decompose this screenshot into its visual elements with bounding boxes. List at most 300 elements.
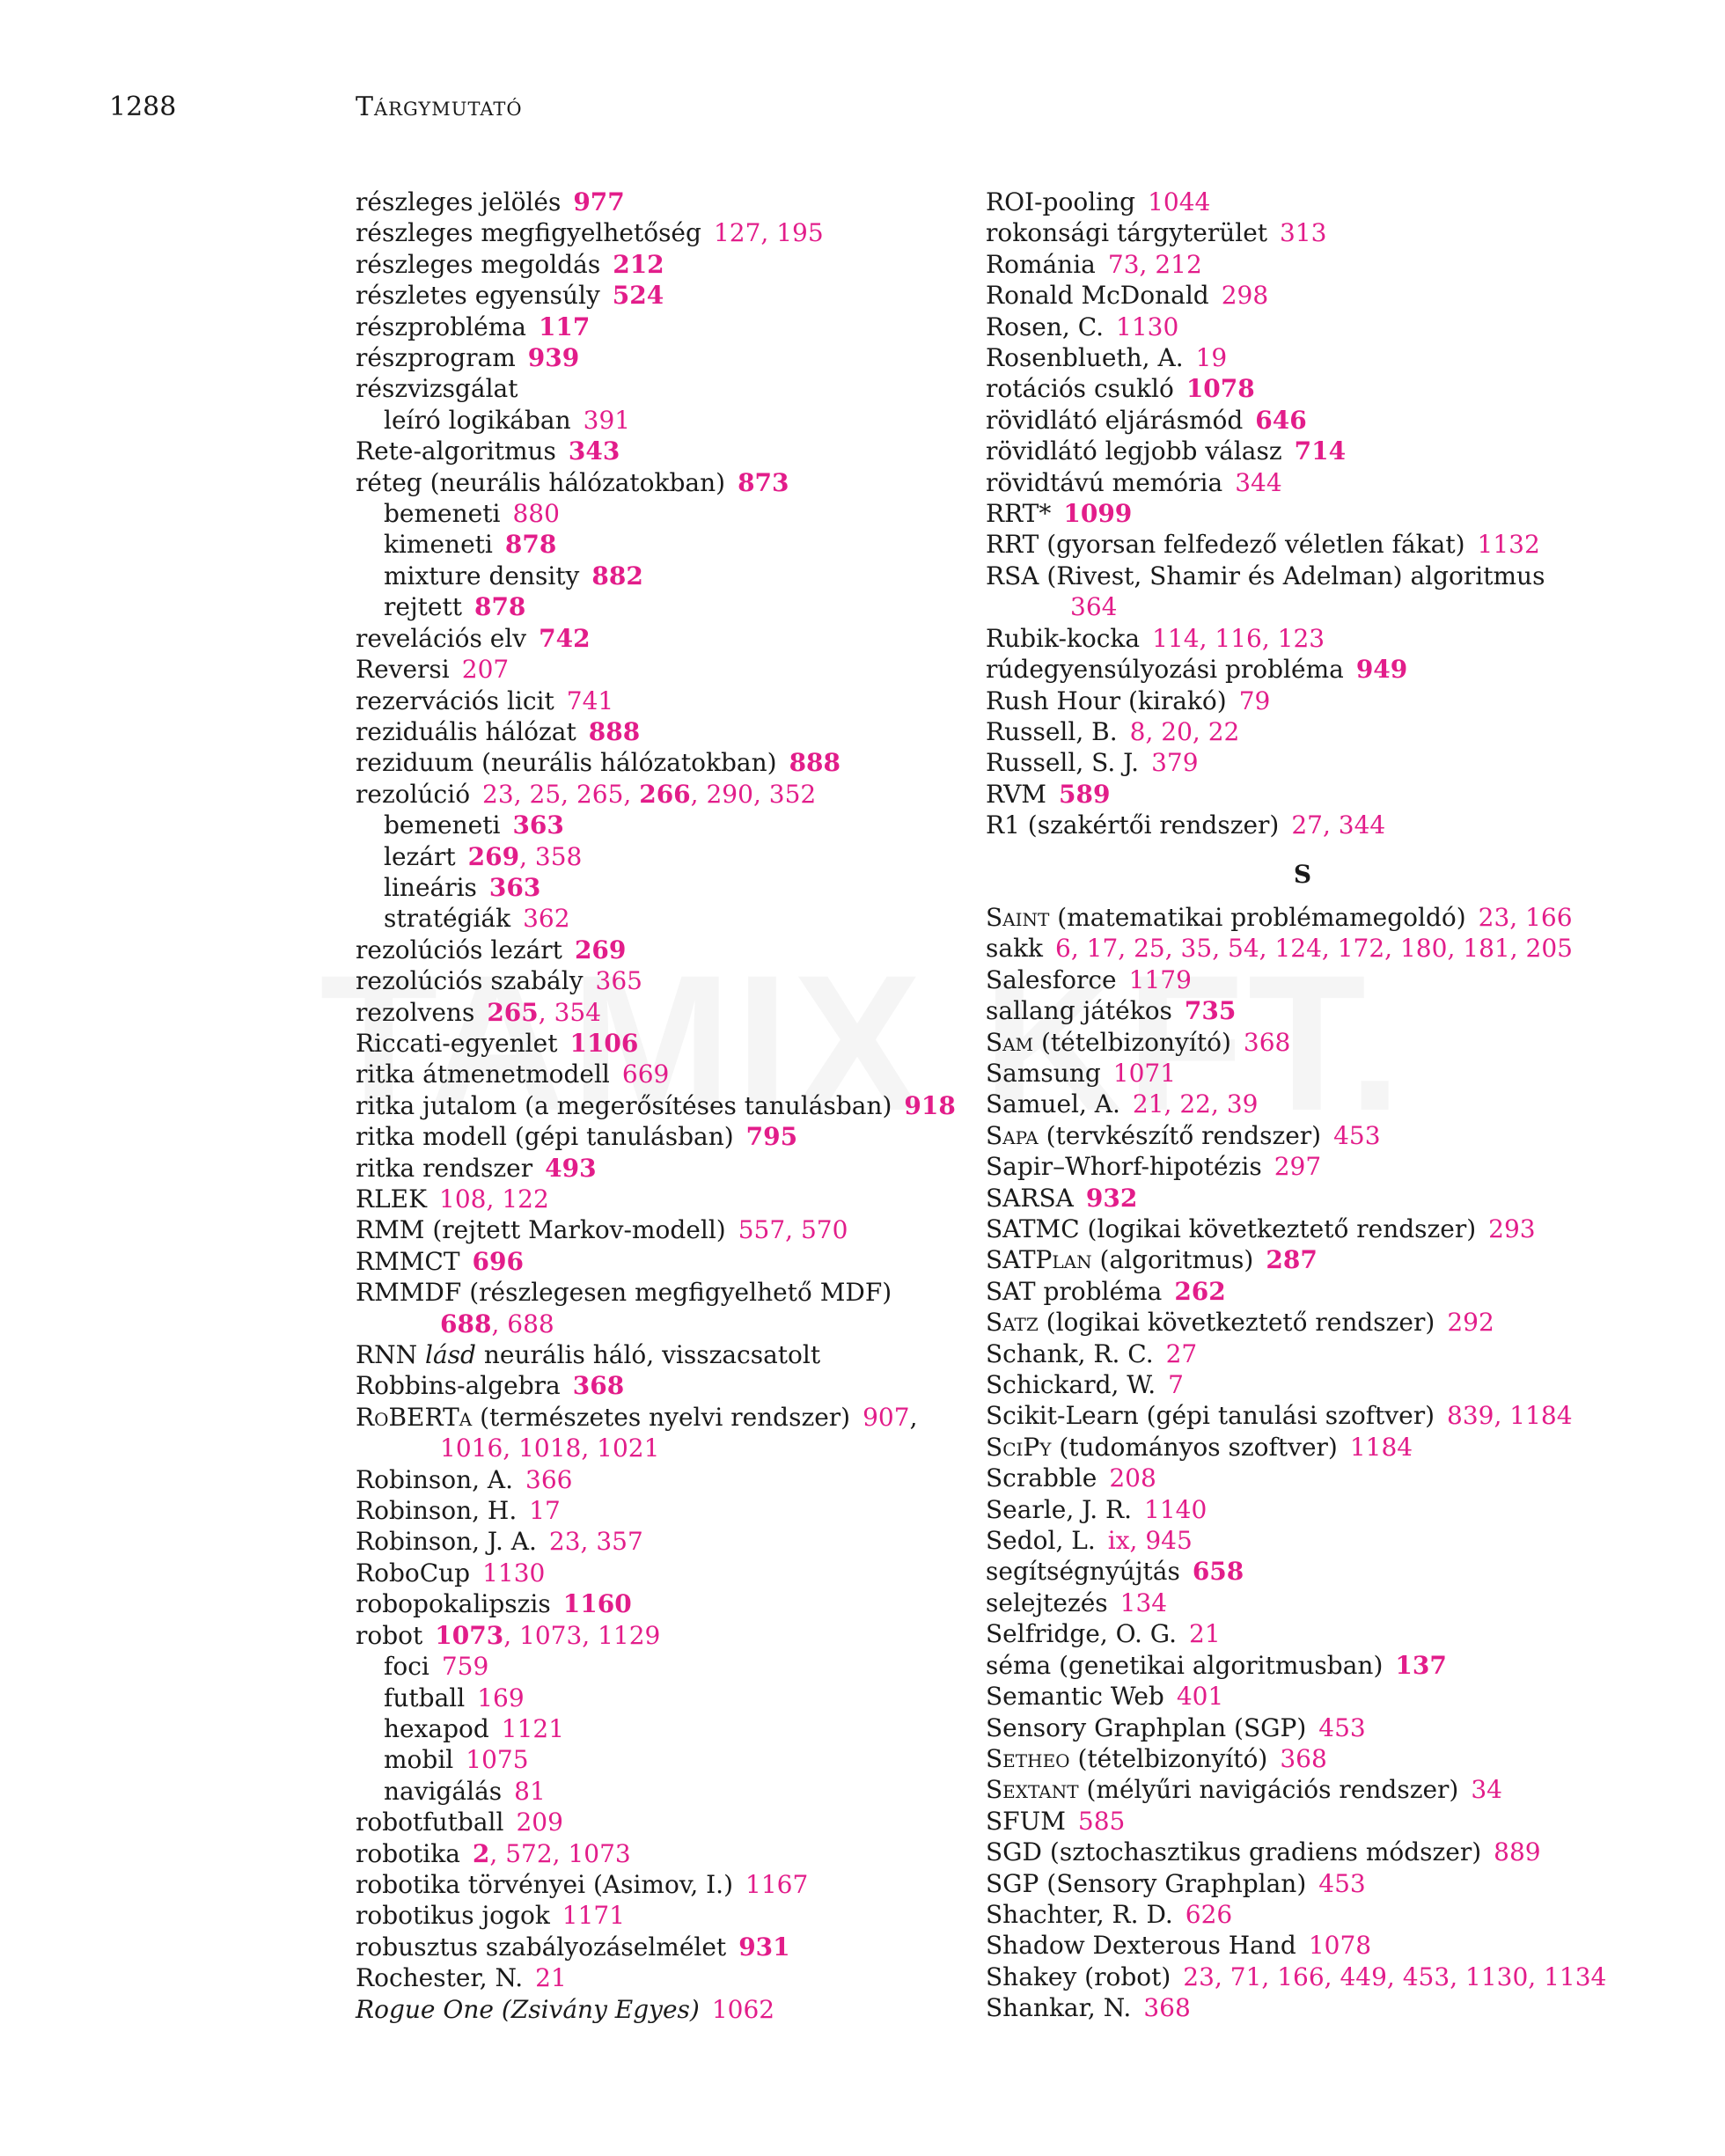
- page-link[interactable]: 453: [1318, 1712, 1366, 1742]
- page-link[interactable]: 357: [596, 1527, 643, 1557]
- index-entry: [986, 716, 1619, 747]
- index-entry: [356, 1588, 954, 1619]
- index-entry: [986, 1650, 1619, 1681]
- index-entry: [356, 965, 954, 996]
- index-term-qualifier: (mélyűri navigációs rendszer): [1078, 1775, 1459, 1805]
- index-entry: [356, 1339, 954, 1370]
- index-term: Shakey (robot): [986, 1962, 1171, 1991]
- page-link[interactable]: 298: [1221, 281, 1269, 311]
- index-term: Setheo: [986, 1743, 1070, 1773]
- page-link[interactable]: 313: [1280, 218, 1327, 248]
- page-link[interactable]: 878: [473, 592, 526, 622]
- page-separator: ,: [581, 1434, 598, 1463]
- page-separator: ,: [519, 841, 535, 871]
- page-link[interactable]: 1134: [1544, 1962, 1607, 1991]
- page-link[interactable]: 453: [1333, 1120, 1381, 1150]
- index-term: részleges megfigyelhetőség: [356, 218, 701, 248]
- page-link[interactable]: 688: [440, 1309, 492, 1338]
- index-entry: [986, 529, 1619, 560]
- index-entry: [356, 467, 954, 498]
- index-term: RMMCT: [356, 1246, 460, 1276]
- index-entry: [986, 280, 1619, 311]
- index-term: Sapa: [986, 1120, 1039, 1150]
- page-link[interactable]: 449: [1340, 1962, 1387, 1991]
- page-link[interactable]: 1071: [1112, 1058, 1177, 1088]
- page-link[interactable]: 127: [713, 218, 761, 248]
- index-term: leíró logikában: [384, 405, 571, 435]
- index-entry: [986, 1588, 1619, 1618]
- page-link[interactable]: 585: [1077, 1806, 1126, 1836]
- index-term: részprobléma: [356, 312, 526, 341]
- page-link[interactable]: 195: [776, 218, 824, 248]
- page-link[interactable]: 71: [1230, 1962, 1262, 1991]
- page-link[interactable]: 172: [1337, 934, 1385, 964]
- index-entry: [356, 1683, 954, 1713]
- page-link[interactable]: 1078: [1185, 374, 1255, 404]
- index-entry: [986, 1930, 1619, 1961]
- page-link[interactable]: 949: [1355, 655, 1408, 685]
- page-link[interactable]: 646: [1255, 405, 1307, 435]
- page-link[interactable]: 1130: [1116, 312, 1179, 341]
- index-term: rúdegyensúlyozási probléma: [986, 655, 1344, 685]
- page-separator: ,: [1139, 249, 1156, 279]
- index-term: reziduum (neurális hálózatokban): [356, 748, 777, 778]
- page-link[interactable]: 116: [1215, 623, 1262, 653]
- page-link[interactable]: 1130: [482, 1558, 546, 1588]
- page-link[interactable]: 205: [1525, 934, 1573, 964]
- index-term: sallang játékos: [986, 996, 1172, 1026]
- page-link[interactable]: 1140: [1144, 1494, 1208, 1524]
- index-term: SATMC (logikai következtető rendszer): [986, 1214, 1477, 1243]
- page-link[interactable]: 35: [1180, 934, 1213, 964]
- page-link[interactable]: 21: [1189, 1619, 1221, 1649]
- page-link[interactable]: 21: [1132, 1089, 1164, 1119]
- page-link[interactable]: 1167: [745, 1869, 809, 1899]
- index-entry: [356, 561, 954, 591]
- page-separator: ,: [1261, 1962, 1278, 1991]
- index-term: Robinson, J. A.: [356, 1527, 537, 1557]
- page-link[interactable]: 1179: [1128, 964, 1192, 994]
- index-entry: [986, 1027, 1619, 1058]
- index-term: selejtezés: [986, 1588, 1108, 1617]
- index-entry: [356, 935, 954, 965]
- page-separator: ,: [1261, 623, 1278, 653]
- page-link[interactable]: 493: [545, 1153, 597, 1183]
- index-term: R1 (szakértői rendszer): [986, 810, 1280, 840]
- page-link[interactable]: 368: [572, 1371, 625, 1401]
- page-link[interactable]: 888: [789, 748, 841, 778]
- index-term: rövidlátó eljárásmód: [986, 405, 1244, 435]
- index-term: Rochester, N.: [356, 1963, 524, 1993]
- index-entry: [356, 405, 954, 436]
- page-separator: ,: [1070, 934, 1087, 964]
- index-entry: [986, 654, 1619, 685]
- index-term: SARSA: [986, 1183, 1074, 1213]
- index-entry: [986, 1743, 1619, 1774]
- page-separator: ,: [582, 1620, 598, 1650]
- page-link[interactable]: 114: [1152, 623, 1200, 653]
- page-link[interactable]: 759: [441, 1652, 489, 1682]
- index-entry: [356, 1932, 954, 1962]
- page-link[interactable]: 939: [527, 343, 580, 373]
- page-link[interactable]: 17: [1086, 934, 1119, 964]
- page-link[interactable]: 873: [738, 467, 789, 497]
- page-link[interactable]: ix: [1107, 1526, 1130, 1556]
- index-term: robot: [356, 1620, 423, 1650]
- index-term: robotika törvényei (Asimov, I.): [356, 1869, 734, 1899]
- page-link[interactable]: 166: [1277, 1962, 1325, 1991]
- page-link[interactable]: 570: [800, 1215, 848, 1245]
- index-term: RSA (Rivest, Shamir és Adelman) algoritmus: [986, 561, 1545, 590]
- page-link[interactable]: 453: [1402, 1962, 1450, 1991]
- page-link[interactable]: 81: [514, 1776, 546, 1806]
- index-term-qualifier: (tervkészítő rendszer): [1038, 1120, 1322, 1150]
- page-link[interactable]: 54: [1228, 934, 1259, 964]
- index-entry: [986, 810, 1619, 840]
- index-entry: [356, 623, 954, 654]
- page-link[interactable]: 1062: [711, 1994, 775, 2024]
- page-separator: ,: [690, 779, 707, 809]
- page-link[interactable]: 931: [738, 1932, 790, 1962]
- index-term: Robbins-algebra: [356, 1371, 561, 1401]
- page-link[interactable]: 401: [1176, 1682, 1224, 1712]
- index-entry: [356, 249, 954, 280]
- page-link[interactable]: 207: [461, 655, 510, 685]
- page-link[interactable]: 1078: [1308, 1931, 1372, 1961]
- page-separator: ,: [1164, 934, 1181, 964]
- page-link[interactable]: 354: [554, 997, 602, 1027]
- page-link[interactable]: 212: [1155, 249, 1202, 279]
- index-entry: [986, 1058, 1619, 1089]
- page-link[interactable]: 23: [1478, 902, 1510, 932]
- index-term: Rubik-kocka: [986, 623, 1141, 653]
- page-link[interactable]: 137: [1395, 1650, 1447, 1680]
- index-term: SGD (sztochasztikus gradiens módszer): [986, 1837, 1482, 1867]
- page-link[interactable]: 17: [529, 1496, 561, 1526]
- index-term: rotációs csukló: [986, 374, 1174, 404]
- index-term: rövidlátó legjobb válasz: [986, 436, 1282, 466]
- page-link[interactable]: 344: [1235, 467, 1282, 497]
- index-entry: [986, 187, 1619, 217]
- index-term: RMM (rejtett Markov-modell): [356, 1215, 726, 1245]
- index-entry: [986, 1089, 1619, 1119]
- index-entry: [986, 902, 1619, 933]
- page-link[interactable]: 39: [1226, 1089, 1259, 1119]
- page-link[interactable]: 572: [505, 1838, 553, 1868]
- index-entry: [356, 280, 954, 311]
- index-term: Rosen, C.: [986, 312, 1105, 341]
- index-entry: [986, 405, 1619, 436]
- index-entry: [986, 249, 1619, 280]
- page-separator: ,: [503, 1434, 519, 1463]
- page-link[interactable]: 134: [1119, 1588, 1168, 1617]
- page-link[interactable]: 169: [477, 1683, 525, 1712]
- index-entry: [356, 997, 954, 1028]
- page-link[interactable]: 122: [502, 1184, 549, 1214]
- index-entry: [356, 1744, 954, 1775]
- index-term: Schickard, W.: [986, 1370, 1156, 1400]
- page-link[interactable]: 1075: [466, 1745, 529, 1775]
- page-link[interactable]: 453: [1318, 1868, 1366, 1898]
- page-link[interactable]: 208: [1109, 1463, 1156, 1493]
- page-link[interactable]: 1073: [519, 1620, 583, 1650]
- page-link[interactable]: 907: [862, 1402, 910, 1432]
- page-link[interactable]: 25: [529, 779, 562, 809]
- index-entry: [356, 903, 954, 934]
- page-link[interactable]: 23: [482, 779, 514, 809]
- page-link[interactable]: 352: [768, 779, 817, 809]
- page-link[interactable]: 108: [439, 1184, 487, 1214]
- page-link[interactable]: 932: [1085, 1183, 1138, 1213]
- page-link[interactable]: 25: [1134, 934, 1165, 964]
- index-term: ritka modell (gépi tanulásban): [356, 1122, 734, 1152]
- index-entry: [986, 1244, 1619, 1275]
- page-link[interactable]: 557: [738, 1215, 786, 1245]
- page-link[interactable]: 688: [507, 1309, 554, 1338]
- index-term: Samsung: [986, 1058, 1101, 1088]
- page-link[interactable]: 1021: [597, 1434, 660, 1463]
- page-link[interactable]: 977: [573, 187, 625, 216]
- page-link[interactable]: 166: [1525, 902, 1573, 932]
- index-entry: [356, 1994, 954, 2025]
- page-link[interactable]: 945: [1145, 1526, 1193, 1556]
- page-link[interactable]: 364: [1070, 592, 1118, 622]
- page-separator: ,: [1192, 716, 1208, 746]
- page-link[interactable]: 1018: [518, 1434, 582, 1463]
- page-separator: ,: [489, 1838, 506, 1868]
- page-link[interactable]: 180: [1399, 934, 1448, 964]
- index-term: SciPy: [986, 1432, 1052, 1462]
- page-link[interactable]: 626: [1185, 1899, 1233, 1929]
- index-entry: [986, 1525, 1619, 1556]
- index-column-left: [356, 187, 954, 2025]
- index-term: rezervációs licit: [356, 686, 554, 715]
- page-link[interactable]: 1184: [1509, 1401, 1573, 1431]
- page-link[interactable]: 1130: [1465, 1962, 1529, 1991]
- page-separator: ,: [1214, 1962, 1230, 1991]
- index-entry: [986, 1120, 1619, 1151]
- index-entry: [356, 373, 954, 404]
- page-link[interactable]: 878: [504, 530, 557, 560]
- page-link[interactable]: 368: [1143, 1993, 1191, 2023]
- page-link[interactable]: 23: [1183, 1962, 1215, 1991]
- page-link[interactable]: 368: [1243, 1027, 1291, 1057]
- page-link[interactable]: 889: [1494, 1837, 1541, 1867]
- page-link[interactable]: 123: [1277, 623, 1325, 653]
- index-term: Rush Hour (kirakó): [986, 686, 1227, 715]
- page-link[interactable]: 366: [525, 1464, 573, 1494]
- page-link[interactable]: 1132: [1477, 530, 1540, 560]
- index-term: Riccati-egyenlet: [356, 1028, 558, 1058]
- page-link[interactable]: 34: [1471, 1775, 1502, 1805]
- page-separator: ,: [1129, 1526, 1146, 1556]
- page-link[interactable]: 269: [574, 935, 627, 964]
- page-link[interactable]: 379: [1151, 748, 1199, 778]
- index-term: Sapir–Whorf-hipotézis: [986, 1152, 1262, 1182]
- index-entry: [986, 1494, 1619, 1525]
- page-link[interactable]: 27: [1165, 1338, 1198, 1368]
- index-entry: [356, 747, 954, 778]
- index-term: ritka rendszer: [356, 1153, 533, 1183]
- page-link[interactable]: 6: [1055, 934, 1071, 964]
- index-entry: [356, 779, 954, 810]
- index-term: bemeneti: [384, 810, 501, 840]
- page-link[interactable]: 79: [1238, 686, 1271, 715]
- page-link[interactable]: 1160: [562, 1589, 632, 1619]
- index-entry: [986, 933, 1619, 964]
- index-entry: [986, 1463, 1619, 1493]
- page-link[interactable]: 20: [1161, 716, 1193, 746]
- index-entry: [356, 1869, 954, 1900]
- page-link[interactable]: 287: [1266, 1245, 1318, 1275]
- index-entry: [356, 1558, 954, 1588]
- page-separator: ,: [1528, 1962, 1545, 1991]
- page-link[interactable]: 1044: [1148, 187, 1211, 216]
- page-link[interactable]: 882: [591, 561, 643, 590]
- index-entry: [356, 1713, 954, 1744]
- index-entry: [356, 1214, 954, 1245]
- page-separator: ,: [1322, 810, 1339, 840]
- page-link[interactable]: 918: [904, 1090, 956, 1120]
- page-link[interactable]: 292: [1447, 1308, 1494, 1338]
- index-term: Rosenblueth, A.: [986, 343, 1184, 373]
- index-term: ritka jutalom (a megerősítéses tanulásban): [356, 1090, 892, 1120]
- page-link[interactable]: 1171: [562, 1901, 626, 1931]
- index-entry: [986, 1837, 1619, 1867]
- page-link[interactable]: 362: [523, 904, 570, 934]
- page-link[interactable]: 795: [745, 1122, 798, 1152]
- index-column-right: [986, 187, 1619, 2024]
- index-entry: [986, 561, 1619, 591]
- page-link[interactable]: 839: [1447, 1401, 1494, 1431]
- index-term: robotfutball: [356, 1808, 504, 1837]
- page-link[interactable]: 117: [538, 312, 591, 341]
- page-link[interactable]: 8: [1129, 716, 1146, 746]
- page-link[interactable]: 589: [1058, 779, 1111, 809]
- index-term: Robinson, A.: [356, 1464, 514, 1494]
- page-separator: ,: [1447, 934, 1464, 964]
- page-link[interactable]: 1099: [1063, 499, 1133, 529]
- page-link[interactable]: 363: [512, 810, 564, 840]
- index-entry: [986, 1899, 1619, 1930]
- page-link[interactable]: 21: [535, 1963, 567, 1993]
- page-link[interactable]: 343: [568, 436, 620, 466]
- index-term: segítségnyújtás: [986, 1557, 1180, 1587]
- page-link[interactable]: 658: [1192, 1557, 1244, 1587]
- index-term: RRT*: [986, 499, 1052, 529]
- page-link[interactable]: 1073: [435, 1620, 504, 1650]
- index-term: Sedol, L.: [986, 1526, 1096, 1556]
- page-link[interactable]: 714: [1294, 436, 1347, 466]
- page-link[interactable]: 1016: [440, 1434, 503, 1463]
- index-entry: [986, 1868, 1619, 1899]
- page-link[interactable]: 742: [539, 623, 591, 653]
- page-link[interactable]: 124: [1274, 934, 1322, 964]
- index-term-qualifier: (tudományos szoftver): [1051, 1432, 1338, 1462]
- index-entry: [356, 654, 954, 685]
- index-term-qualifier: (természetes nyelvi rendszer): [472, 1402, 851, 1432]
- page-link[interactable]: 23: [548, 1527, 581, 1557]
- page-link[interactable]: 741: [566, 686, 614, 715]
- page-link[interactable]: 290: [706, 779, 753, 809]
- page-link[interactable]: 2: [472, 1838, 490, 1868]
- page-link[interactable]: 1106: [569, 1028, 639, 1058]
- page-link[interactable]: 1184: [1349, 1432, 1413, 1462]
- page-link[interactable]: 209: [516, 1808, 563, 1837]
- page-link[interactable]: 363: [488, 872, 541, 902]
- page-link[interactable]: 7: [1168, 1370, 1184, 1400]
- page-separator: ,: [503, 1620, 520, 1650]
- index-entry: [986, 1432, 1619, 1463]
- index-entry: [356, 1153, 954, 1184]
- page-link[interactable]: 22: [1208, 716, 1240, 746]
- index-term: Searle, J. R.: [986, 1494, 1132, 1524]
- page-link[interactable]: 669: [621, 1060, 670, 1089]
- page-link[interactable]: 19: [1195, 343, 1228, 373]
- page-link[interactable]: 262: [1174, 1276, 1226, 1306]
- page-separator: ,: [1509, 902, 1526, 932]
- index-term: lineáris: [384, 872, 477, 902]
- page-link[interactable]: 358: [534, 841, 583, 871]
- index-entry: [356, 1309, 954, 1339]
- index-entry: [356, 1246, 954, 1277]
- index-entry: [356, 686, 954, 716]
- page-link[interactable]: 391: [583, 405, 631, 435]
- page-link[interactable]: 1129: [598, 1620, 661, 1650]
- page-link[interactable]: 297: [1274, 1152, 1322, 1182]
- index-term: robotikus jogok: [356, 1901, 550, 1931]
- page-link[interactable]: 22: [1179, 1089, 1211, 1119]
- running-title: Tárgymutató: [356, 92, 523, 122]
- page-link[interactable]: 1121: [501, 1713, 565, 1743]
- page-link[interactable]: 880: [512, 499, 560, 529]
- index-entry: [356, 498, 954, 529]
- page-link[interactable]: 344: [1338, 810, 1386, 840]
- page-link[interactable]: 696: [472, 1246, 524, 1276]
- index-term: RLEK: [356, 1184, 428, 1214]
- index-entry: [356, 1121, 954, 1152]
- index-term: rövidtávú memória: [986, 467, 1223, 497]
- page-link[interactable]: 181: [1463, 934, 1510, 964]
- index-entry: [356, 187, 954, 217]
- page-link[interactable]: 266: [639, 779, 691, 809]
- index-term: bemeneti: [384, 499, 501, 529]
- page-link[interactable]: 735: [1184, 996, 1237, 1026]
- page-link[interactable]: 265: [487, 997, 539, 1027]
- page-link[interactable]: 265: [576, 779, 624, 809]
- index-entry: [356, 217, 954, 248]
- page-link[interactable]: 365: [595, 966, 642, 996]
- page-link[interactable]: 269: [467, 841, 520, 871]
- page-separator: ,: [1211, 1089, 1227, 1119]
- page-link[interactable]: 27: [1291, 810, 1323, 840]
- page-link[interactable]: 524: [612, 281, 664, 311]
- index-entry: [986, 995, 1619, 1026]
- page-link[interactable]: 293: [1488, 1214, 1536, 1243]
- index-term: rezolvens: [356, 997, 475, 1027]
- page-link[interactable]: 1073: [568, 1838, 631, 1868]
- index-term: kimeneti: [384, 530, 493, 560]
- page-link[interactable]: 888: [588, 716, 641, 746]
- page-link[interactable]: 212: [613, 249, 664, 279]
- page-link[interactable]: 73: [1107, 249, 1140, 279]
- page-link[interactable]: 368: [1280, 1743, 1327, 1773]
- index-term: RMMDF (részlegesen megfigyelhető MDF): [356, 1278, 892, 1308]
- index-term: RRT (gyorsan felfedező véletlen fákat): [986, 530, 1465, 560]
- page-separator: ,: [1386, 1962, 1403, 1991]
- index-term: robusztus szabályozáselmélet: [356, 1932, 727, 1962]
- index-entry: [986, 1774, 1619, 1805]
